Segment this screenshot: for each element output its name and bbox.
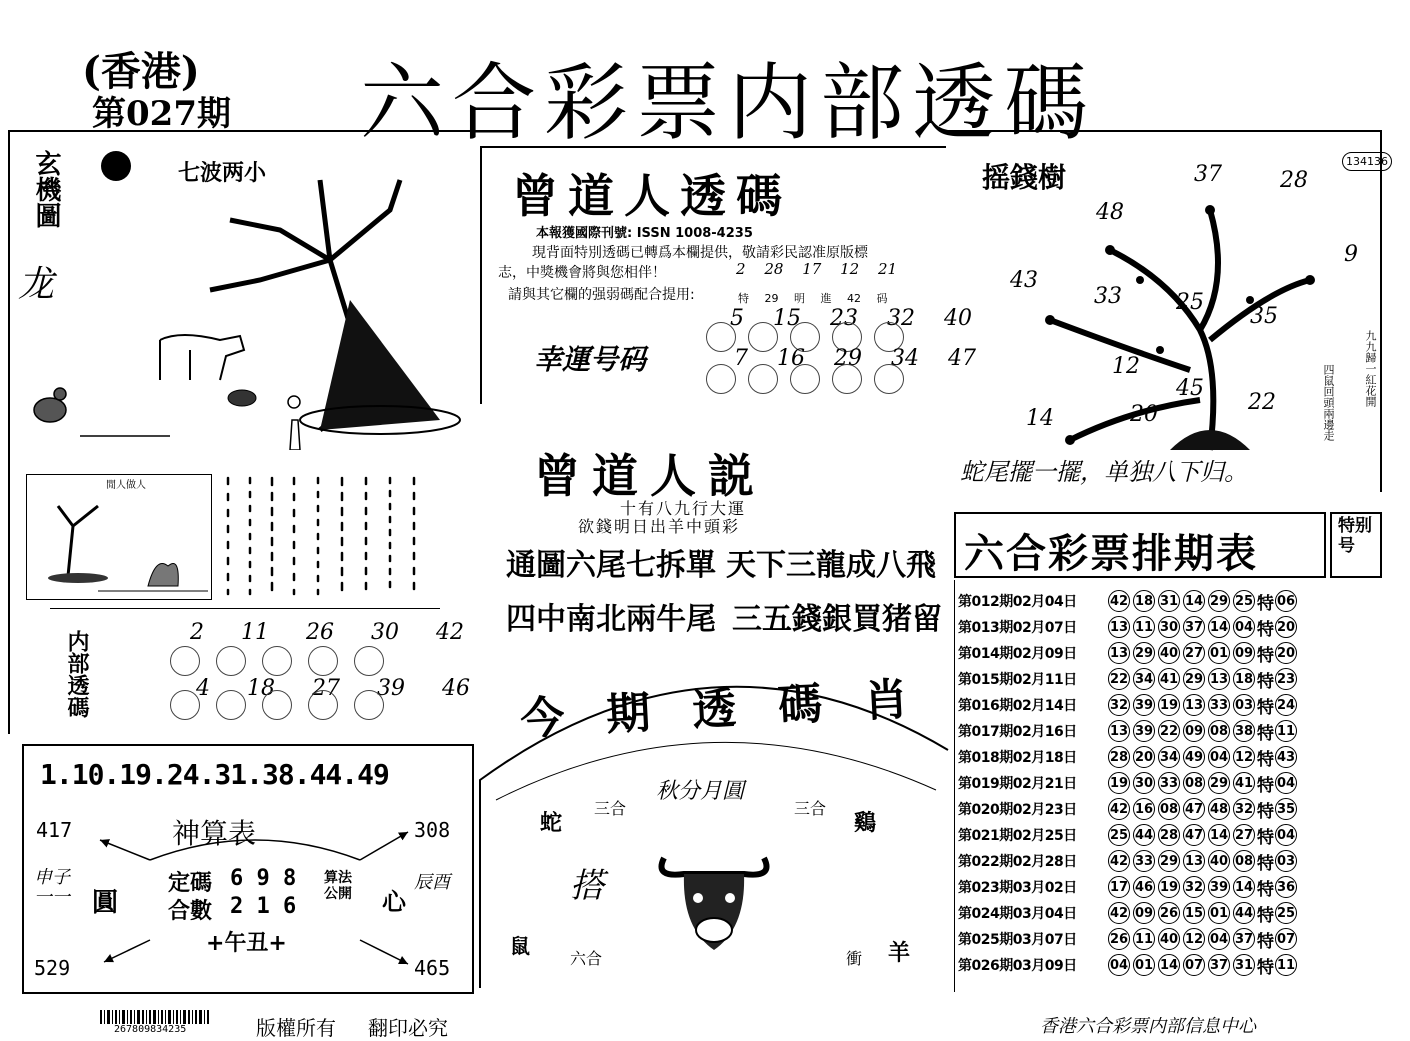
lucky-num: 40 <box>944 306 972 331</box>
ball: 32 <box>1108 694 1130 716</box>
tree-num: 43 <box>1010 268 1038 293</box>
ball: 47 <box>1183 824 1205 846</box>
special-mark: 特 <box>1257 619 1274 640</box>
special-ball: 20 <box>1275 642 1297 664</box>
special-ball: 04 <box>1275 772 1297 794</box>
ring <box>354 690 384 720</box>
ring <box>832 364 862 394</box>
ring <box>790 364 820 394</box>
ball: 01 <box>1208 642 1230 664</box>
ball: 08 <box>1158 798 1180 820</box>
ball: 12 <box>1233 746 1255 768</box>
info-center: 香港六合彩票内部信息中心 <box>1040 1016 1256 1037</box>
row-issue: 第015期02月11日 <box>958 672 1077 688</box>
calc-left-big: 圓 <box>92 888 119 918</box>
ball: 28 <box>1108 746 1130 768</box>
ball: 09 <box>1133 902 1155 924</box>
inner-num: 46 <box>442 676 470 701</box>
lucky-num: 16 <box>777 346 805 371</box>
ball: 14 <box>1208 616 1230 638</box>
schedule-row <box>958 589 1300 613</box>
ball: 44 <box>1133 824 1155 846</box>
zodiac-pick: +午丑+ <box>206 931 287 956</box>
ball: 29 <box>1208 590 1230 612</box>
small-labels <box>738 290 888 306</box>
shu-label: 鼠 <box>510 934 530 958</box>
ring <box>706 322 736 352</box>
row-issue: 第025期03月07日 <box>958 932 1077 948</box>
schedule-row <box>958 901 1300 925</box>
special-mark: 特 <box>1257 775 1274 796</box>
ball: 33 <box>1158 772 1180 794</box>
ball: 25 <box>1108 824 1130 846</box>
ring <box>262 690 292 720</box>
ball: 14 <box>1208 824 1230 846</box>
small-label: 進 <box>820 292 832 305</box>
ball: 15 <box>1183 902 1205 924</box>
ring <box>170 646 200 676</box>
small-num: 21 <box>877 260 898 278</box>
calc-bottom-right: 465 <box>414 956 451 980</box>
small-label: 42 <box>847 292 861 305</box>
tree-verse-b: 四鼠回頭兩邊走 <box>1322 364 1335 441</box>
schedule-row <box>958 615 1300 639</box>
ring <box>354 646 384 676</box>
ball: 01 <box>1208 902 1230 924</box>
ball: 09 <box>1233 642 1255 664</box>
line-1b: 天下三龍成八飛 <box>726 548 936 583</box>
arch-title: 今期透碼肖 <box>519 671 952 746</box>
inner-numbers-top <box>190 620 464 645</box>
special-ball: 03 <box>1275 850 1297 872</box>
ball: 18 <box>1233 668 1255 690</box>
schedule-row <box>958 849 1300 873</box>
special-mark: 特 <box>1257 671 1274 692</box>
row-issue: 第021期02月25日 <box>958 828 1077 844</box>
verse-1: 十有八九行大運 <box>620 499 747 518</box>
ball: 47 <box>1183 798 1205 820</box>
ball: 03 <box>1233 694 1255 716</box>
row-issue: 第023期03月02日 <box>958 880 1077 896</box>
tree-badge: 134136 <box>1342 152 1392 171</box>
ball: 19 <box>1158 694 1180 716</box>
dog-icon <box>160 335 244 380</box>
inner-num: 42 <box>436 620 464 645</box>
ring <box>706 364 736 394</box>
issn-line: 本報獲國際刊號: ISSN 1008-4235 <box>536 226 753 241</box>
notice-line-1: 現背面特別透碼已轉爲本欄提供，敬請彩民認准原版標 <box>532 245 868 261</box>
ring <box>874 364 904 394</box>
ball: 28 <box>1158 824 1180 846</box>
special-mark: 特 <box>1257 593 1274 614</box>
yang-label: 羊 <box>888 941 911 966</box>
ball: 40 <box>1208 850 1230 872</box>
calc-right-big: 心 <box>382 888 406 916</box>
inner-num: 2 <box>190 620 204 645</box>
ball: 16 <box>1133 798 1155 820</box>
special-mark: 特 <box>1257 879 1274 900</box>
special-mark: 特 <box>1257 697 1274 718</box>
divider-line <box>50 608 440 609</box>
special-ball: 25 <box>1275 902 1297 924</box>
special-ball: 24 <box>1275 694 1297 716</box>
piracy-text: 翻印必究 <box>368 1016 448 1040</box>
sun-icon <box>101 151 131 181</box>
ball: 42 <box>1108 902 1130 924</box>
schedule-row <box>958 693 1300 717</box>
lucky-label: 幸運号码 <box>534 343 647 376</box>
special-ball: 11 <box>1275 720 1297 742</box>
tree-num: 12 <box>1112 354 1140 379</box>
vase-icon <box>288 396 300 450</box>
sanhe-right: 三合 <box>794 799 827 818</box>
small-label: 码 <box>876 292 888 305</box>
shuo-title: 曾道人説 <box>534 449 766 503</box>
special-mark: 特 <box>1257 723 1274 744</box>
schedule-row <box>958 745 1300 769</box>
she-label: 蛇 <box>540 811 563 836</box>
xuanji-answer: 龙 <box>18 264 55 305</box>
line-2b: 三五錢銀買猪留 <box>732 602 942 637</box>
ball: 22 <box>1108 668 1130 690</box>
ball: 13 <box>1108 720 1130 742</box>
lucky-num: 15 <box>773 306 801 331</box>
schedule-title: 六合彩票排期表 <box>964 530 1258 577</box>
special-ball: 06 <box>1275 590 1297 612</box>
ball: 01 <box>1133 954 1155 976</box>
ball: 08 <box>1183 772 1205 794</box>
poem-columns <box>218 474 438 604</box>
da-label: 搭 <box>570 866 604 906</box>
small-pic-caption: 閒人做人 <box>106 480 146 491</box>
inner-num: 27 <box>312 676 340 701</box>
ball: 13 <box>1108 616 1130 638</box>
xuanji-label: 玄機圖 <box>31 150 61 228</box>
ox-icon <box>654 838 774 958</box>
ball: 14 <box>1158 954 1180 976</box>
calc-bottom-left: 529 <box>34 956 71 980</box>
ball: 34 <box>1158 746 1180 768</box>
row-issue: 第013期02月07日 <box>958 620 1077 636</box>
tree-num: 28 <box>1280 168 1308 193</box>
ball: 44 <box>1233 902 1255 924</box>
special-mark: 特 <box>1257 853 1274 874</box>
ball: 31 <box>1233 954 1255 976</box>
ji-label: 鷄 <box>854 811 877 836</box>
ball: 12 <box>1183 928 1205 950</box>
poem-title: 七波两小 <box>178 161 267 186</box>
lucky-num: 32 <box>887 306 915 331</box>
ball: 33 <box>1208 694 1230 716</box>
ball: 27 <box>1233 824 1255 846</box>
special-mark: 特 <box>1257 827 1274 848</box>
ball: 04 <box>1208 928 1230 950</box>
special-ball: 35 <box>1275 798 1297 820</box>
ring <box>216 646 246 676</box>
ball: 04 <box>1208 746 1230 768</box>
ball: 32 <box>1183 876 1205 898</box>
small-num: 12 <box>840 260 860 278</box>
small-label: 特 <box>738 292 749 305</box>
ball: 42 <box>1108 798 1130 820</box>
lucky-num: 34 <box>891 346 919 371</box>
special-ball: 36 <box>1275 876 1297 898</box>
row-issue: 第017期02月16日 <box>958 724 1077 740</box>
ball: 26 <box>1108 928 1130 950</box>
calc-right-note: 辰酉 <box>414 872 450 893</box>
ball: 32 <box>1233 798 1255 820</box>
moon-text: 秋分月圓 <box>656 779 745 804</box>
special-label: 特别号 <box>1338 516 1372 556</box>
row-issue: 第016期02月14日 <box>958 698 1077 714</box>
tree-num: 45 <box>1176 376 1204 401</box>
calc-top-left: 417 <box>36 818 73 842</box>
calc-sequence: 1.10.19.24.31.38.44.49 <box>40 758 389 791</box>
ball: 22 <box>1158 720 1180 742</box>
tree-num: 33 <box>1094 284 1122 309</box>
schedule-row <box>958 771 1300 795</box>
ball: 14 <box>1183 590 1205 612</box>
ring <box>308 646 338 676</box>
inner-num: 18 <box>247 676 275 701</box>
issue-number: 第027期 <box>92 94 231 134</box>
special-mark: 特 <box>1257 905 1274 926</box>
ball: 33 <box>1133 850 1155 872</box>
ball: 04 <box>1233 616 1255 638</box>
ball: 11 <box>1133 928 1155 950</box>
schedule-row <box>958 823 1300 847</box>
fixed-code-value: 6 9 8 <box>230 866 297 891</box>
special-ball: 23 <box>1275 668 1297 690</box>
ball: 07 <box>1183 954 1205 976</box>
ball: 13 <box>1183 850 1205 872</box>
fixed-code-label: 定碼 <box>168 871 213 896</box>
ball: 04 <box>1108 954 1130 976</box>
tree-bottom-line: 蛇尾擺一擺，单独八下归。 <box>960 458 1248 486</box>
ball: 14 <box>1233 876 1255 898</box>
ball: 41 <box>1233 772 1255 794</box>
special-ball: 43 <box>1275 746 1297 768</box>
zeng-title: 曾道人透碼 <box>512 169 792 223</box>
ball: 29 <box>1183 668 1205 690</box>
calc-top-right: 308 <box>414 818 451 842</box>
tree-verse-a: 九九歸一紅花開 <box>1364 330 1377 407</box>
ball: 29 <box>1208 772 1230 794</box>
tree-num: 35 <box>1250 304 1278 329</box>
special-ball: 11 <box>1275 954 1297 976</box>
ball: 08 <box>1233 850 1255 872</box>
ball: 39 <box>1208 876 1230 898</box>
ball: 37 <box>1183 616 1205 638</box>
barcode-icon <box>100 1010 210 1024</box>
schedule-row <box>958 875 1300 899</box>
lucky-num: 47 <box>948 346 976 371</box>
row-issue: 第014期02月09日 <box>958 646 1077 662</box>
xuanji-illustration <box>30 140 470 450</box>
ball: 46 <box>1133 876 1155 898</box>
ball: 19 <box>1108 772 1130 794</box>
notice-line-3: 請與其它欄的强弱碼配合提用: <box>508 287 695 303</box>
page-title: 六合彩票内部透碼 <box>360 54 1097 152</box>
sanhe-left: 三合 <box>594 799 627 818</box>
special-mark: 特 <box>1257 645 1274 666</box>
tiger-icon <box>148 564 178 587</box>
special-ball: 07 <box>1275 928 1297 950</box>
tree-num: 25 <box>1176 290 1204 315</box>
tree-num: 14 <box>1026 406 1054 431</box>
ball: 41 <box>1158 668 1180 690</box>
line-1a: 通圖六尾七拆單 <box>506 548 716 583</box>
ball: 17 <box>1108 876 1130 898</box>
ball: 29 <box>1158 850 1180 872</box>
tree-num: 9 <box>1344 242 1358 267</box>
ball: 38 <box>1233 720 1255 742</box>
schedule-row <box>958 797 1300 821</box>
ball: 27 <box>1183 642 1205 664</box>
schedule-row <box>958 953 1300 977</box>
inner-num: 4 <box>196 676 210 701</box>
ring <box>748 364 778 394</box>
inner-num: 39 <box>377 676 405 701</box>
tiger-scene-illustration <box>28 486 210 598</box>
ball: 26 <box>1158 902 1180 924</box>
row-issue: 第012期02月04日 <box>958 594 1077 610</box>
ball: 13 <box>1183 694 1205 716</box>
row-issue: 第019期02月21日 <box>958 776 1077 792</box>
small-label: 明 <box>794 292 805 305</box>
row-issue: 第024期03月04日 <box>958 906 1077 922</box>
ball: 30 <box>1158 616 1180 638</box>
ball: 13 <box>1208 668 1230 690</box>
ball: 42 <box>1108 850 1130 872</box>
ball: 19 <box>1158 876 1180 898</box>
inner-num: 26 <box>306 620 334 645</box>
schedule-row <box>958 719 1300 743</box>
calc-left-note: 申子一一 <box>34 867 70 908</box>
method-label: 算法公開 <box>324 870 352 902</box>
ball: 30 <box>1133 772 1155 794</box>
ring <box>308 690 338 720</box>
ball: 49 <box>1183 746 1205 768</box>
ball: 40 <box>1158 642 1180 664</box>
small-num: 2 <box>736 260 746 278</box>
schedule-row <box>958 927 1300 951</box>
tree-num: 22 <box>1248 390 1276 415</box>
lucky-num: 5 <box>730 306 744 331</box>
ring <box>216 690 246 720</box>
row-issue: 第018期02月18日 <box>958 750 1077 766</box>
ball: 37 <box>1233 928 1255 950</box>
schedule-row <box>958 641 1300 665</box>
liuhe-label: 六合 <box>570 949 603 968</box>
special-ball: 04 <box>1275 824 1297 846</box>
special-mark: 特 <box>1257 957 1274 978</box>
region-label: (香港) <box>82 48 200 95</box>
ball: 11 <box>1133 616 1155 638</box>
tree-num: 48 <box>1096 200 1124 225</box>
special-mark: 特 <box>1257 801 1274 822</box>
ball: 31 <box>1158 590 1180 612</box>
ball: 34 <box>1133 668 1155 690</box>
rights-text: 版權所有 <box>256 1016 336 1040</box>
ball: 29 <box>1133 642 1155 664</box>
ring <box>170 690 200 720</box>
ball: 08 <box>1208 720 1230 742</box>
sum-label: 合數 <box>168 899 213 924</box>
inner-codes-label: 内部透碼 <box>64 630 90 718</box>
hen-icon <box>34 388 66 422</box>
verse-2: 欲錢明日出羊中頭彩 <box>578 517 741 536</box>
tree-num: 37 <box>1194 162 1222 187</box>
ring <box>262 646 292 676</box>
small-nums <box>736 260 897 278</box>
notice-line-2: 志，中獎機會將與您相伴！ <box>498 265 666 281</box>
basket-icon <box>228 390 256 406</box>
ball: 20 <box>1133 746 1155 768</box>
line-2a: 四中南北兩牛尾 <box>506 602 716 637</box>
calc-title: 神算表 <box>172 817 257 850</box>
special-mark: 特 <box>1257 749 1274 770</box>
schedule-row <box>958 667 1300 691</box>
row-issue: 第026期03月09日 <box>958 958 1077 974</box>
tree-num: 20 <box>1130 402 1158 427</box>
special-ball: 20 <box>1275 616 1297 638</box>
ball: 40 <box>1158 928 1180 950</box>
ball: 25 <box>1233 590 1255 612</box>
ball: 39 <box>1133 694 1155 716</box>
chong-label: 衝 <box>846 949 863 968</box>
barcode-number: 267809834235 <box>114 1024 187 1035</box>
ball: 37 <box>1208 954 1230 976</box>
ball: 18 <box>1133 590 1155 612</box>
inner-num: 30 <box>371 620 399 645</box>
ball: 13 <box>1108 642 1130 664</box>
lucky-num: 29 <box>834 346 862 371</box>
sum-value: 2 1 6 <box>230 894 297 919</box>
ball: 39 <box>1133 720 1155 742</box>
lucky-num: 23 <box>830 306 858 331</box>
ball: 42 <box>1108 590 1130 612</box>
small-num: 17 <box>802 260 822 278</box>
inner-num: 11 <box>241 620 269 645</box>
row-issue: 第020期02月23日 <box>958 802 1077 818</box>
ball: 09 <box>1183 720 1205 742</box>
lucky-num: 7 <box>734 346 748 371</box>
small-label: 29 <box>764 292 779 305</box>
row-issue: 第022期02月28日 <box>958 854 1077 870</box>
small-num: 28 <box>764 260 784 278</box>
ball: 48 <box>1208 798 1230 820</box>
tree-title: 摇錢樹 <box>982 161 1067 194</box>
special-mark: 特 <box>1257 931 1274 952</box>
